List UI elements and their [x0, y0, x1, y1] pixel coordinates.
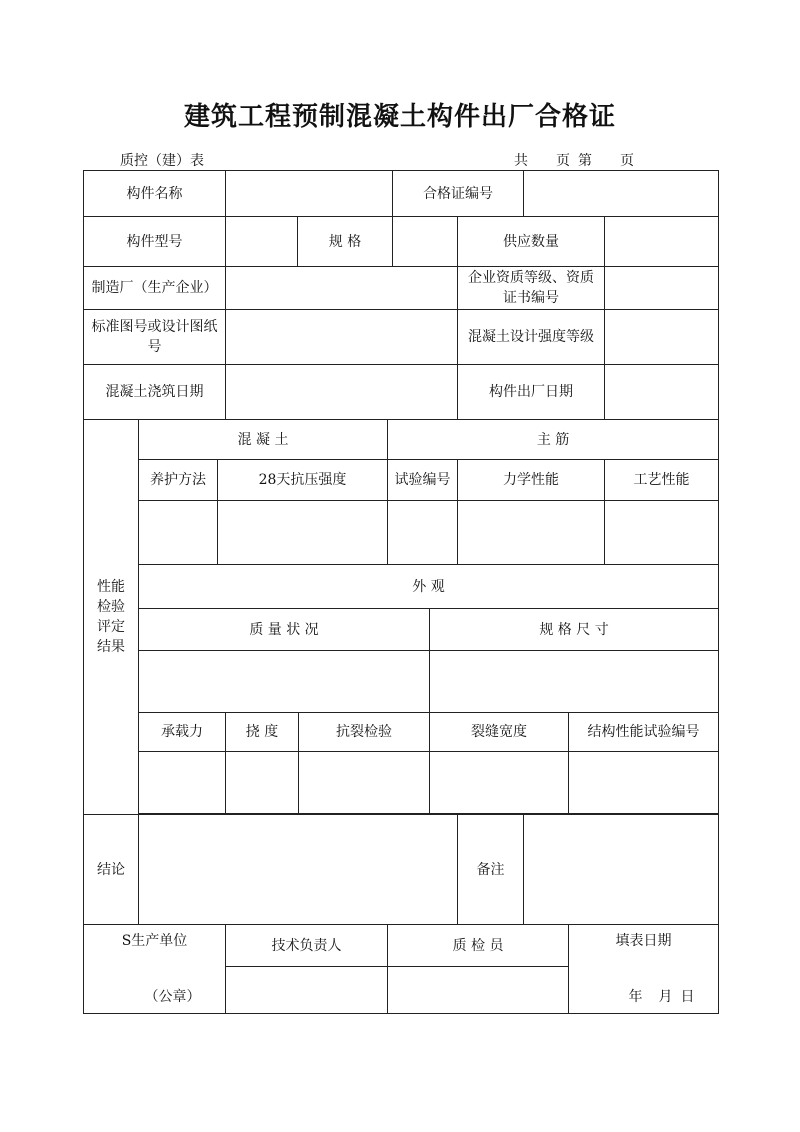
- label-remark: 备注: [458, 815, 524, 925]
- field-tech-lead[interactable]: [226, 967, 388, 1014]
- header-rebar: 主 筋: [388, 420, 719, 460]
- field-manufacturer[interactable]: [226, 267, 458, 310]
- field-inspector[interactable]: [388, 967, 569, 1014]
- header-strength28: 28天抗压强度: [218, 460, 388, 501]
- footer-fill-date: 填表日期: [615, 933, 672, 949]
- header-test-no: 试验编号: [388, 460, 458, 501]
- field-conclusion[interactable]: [139, 815, 458, 925]
- field-test-no[interactable]: [388, 501, 458, 565]
- label-concrete-grade: 混凝土设计强度等级: [458, 310, 605, 365]
- label-performance: 性能检验评定结果: [84, 420, 139, 815]
- header-concrete: 混 凝 土: [139, 420, 388, 460]
- table-code: 质控（建）表: [120, 153, 204, 169]
- label-leave-date: 构件出厂日期: [458, 365, 605, 420]
- page-title: 建筑工程预制混凝土构件出厂合格证: [183, 102, 616, 132]
- footer-date-cell: [569, 925, 719, 1014]
- header-crack-width: 裂缝宽度: [430, 713, 569, 752]
- field-crack-width[interactable]: [430, 752, 569, 814]
- field-leave-date[interactable]: [605, 365, 719, 420]
- label-pour-date: 混凝土浇筑日期: [84, 365, 226, 420]
- field-supply-qty[interactable]: [605, 217, 719, 267]
- field-size[interactable]: [430, 651, 719, 713]
- field-component-type[interactable]: [226, 217, 298, 267]
- label-standard-drawing: 标准图号或设计图纸号: [84, 310, 226, 365]
- footer-seal: （公章）: [144, 989, 201, 1005]
- field-crack-test[interactable]: [299, 752, 430, 814]
- label-component-type: 构件型号: [84, 217, 226, 267]
- field-deflection[interactable]: [226, 752, 299, 814]
- label-cert-no: 合格证编号: [393, 171, 524, 217]
- header-quality: 质 量 状 况: [139, 609, 430, 651]
- header-appearance: 外 观: [139, 565, 719, 609]
- header-struct-test-no: 结构性能试验编号: [569, 713, 719, 752]
- label-spec: 规 格: [298, 217, 393, 267]
- date-month: 月: [658, 989, 673, 1005]
- field-standard-drawing[interactable]: [226, 310, 458, 365]
- field-quality[interactable]: [139, 651, 430, 713]
- label-component-name: 构件名称: [84, 171, 226, 217]
- field-mechanical[interactable]: [458, 501, 605, 565]
- label-conclusion: 结论: [84, 815, 139, 925]
- header-bearing: 承载力: [139, 713, 226, 752]
- label-qualification: 企业资质等级、资质证书编号: [458, 267, 605, 310]
- field-spec[interactable]: [393, 217, 458, 267]
- footer-unit-cell: [84, 925, 226, 1014]
- field-struct-test-no[interactable]: [569, 752, 719, 814]
- footer-date-parts: [577, 987, 710, 1007]
- field-strength28[interactable]: [218, 501, 388, 565]
- pager-total-label: 共: [514, 153, 528, 169]
- label-supply-qty: 供应数量: [458, 217, 605, 267]
- header-size: 规 格 尺 寸: [430, 609, 719, 651]
- field-curing[interactable]: [139, 501, 218, 565]
- field-component-name[interactable]: [226, 171, 393, 217]
- header-process: 工艺性能: [605, 460, 719, 501]
- header-inspector: 质 检 员: [388, 925, 569, 967]
- header-mechanical: 力学性能: [458, 460, 605, 501]
- pager-total-unit: 页: [556, 153, 570, 169]
- pager-current-label: 第: [578, 153, 592, 169]
- date-year: 年: [628, 989, 643, 1005]
- field-concrete-grade[interactable]: [605, 310, 719, 365]
- header-crack-test: 抗裂检验: [299, 713, 430, 752]
- footer-unit: S生产单位: [121, 933, 188, 949]
- field-cert-no[interactable]: [524, 171, 719, 217]
- field-qualification[interactable]: [605, 267, 719, 310]
- certificate-form: [83, 170, 719, 1014]
- pager: [514, 150, 634, 170]
- label-manufacturer: 制造厂（生产企业）: [84, 267, 226, 310]
- date-day: 日: [680, 989, 695, 1005]
- field-bearing[interactable]: [139, 752, 226, 814]
- header-deflection: 挠 度: [226, 713, 299, 752]
- field-remark[interactable]: [524, 815, 719, 925]
- field-process[interactable]: [605, 501, 719, 565]
- header-curing: 养护方法: [139, 460, 218, 501]
- field-pour-date[interactable]: [226, 365, 458, 420]
- pager-current-unit: 页: [620, 153, 634, 169]
- header-tech-lead: 技术负责人: [226, 925, 388, 967]
